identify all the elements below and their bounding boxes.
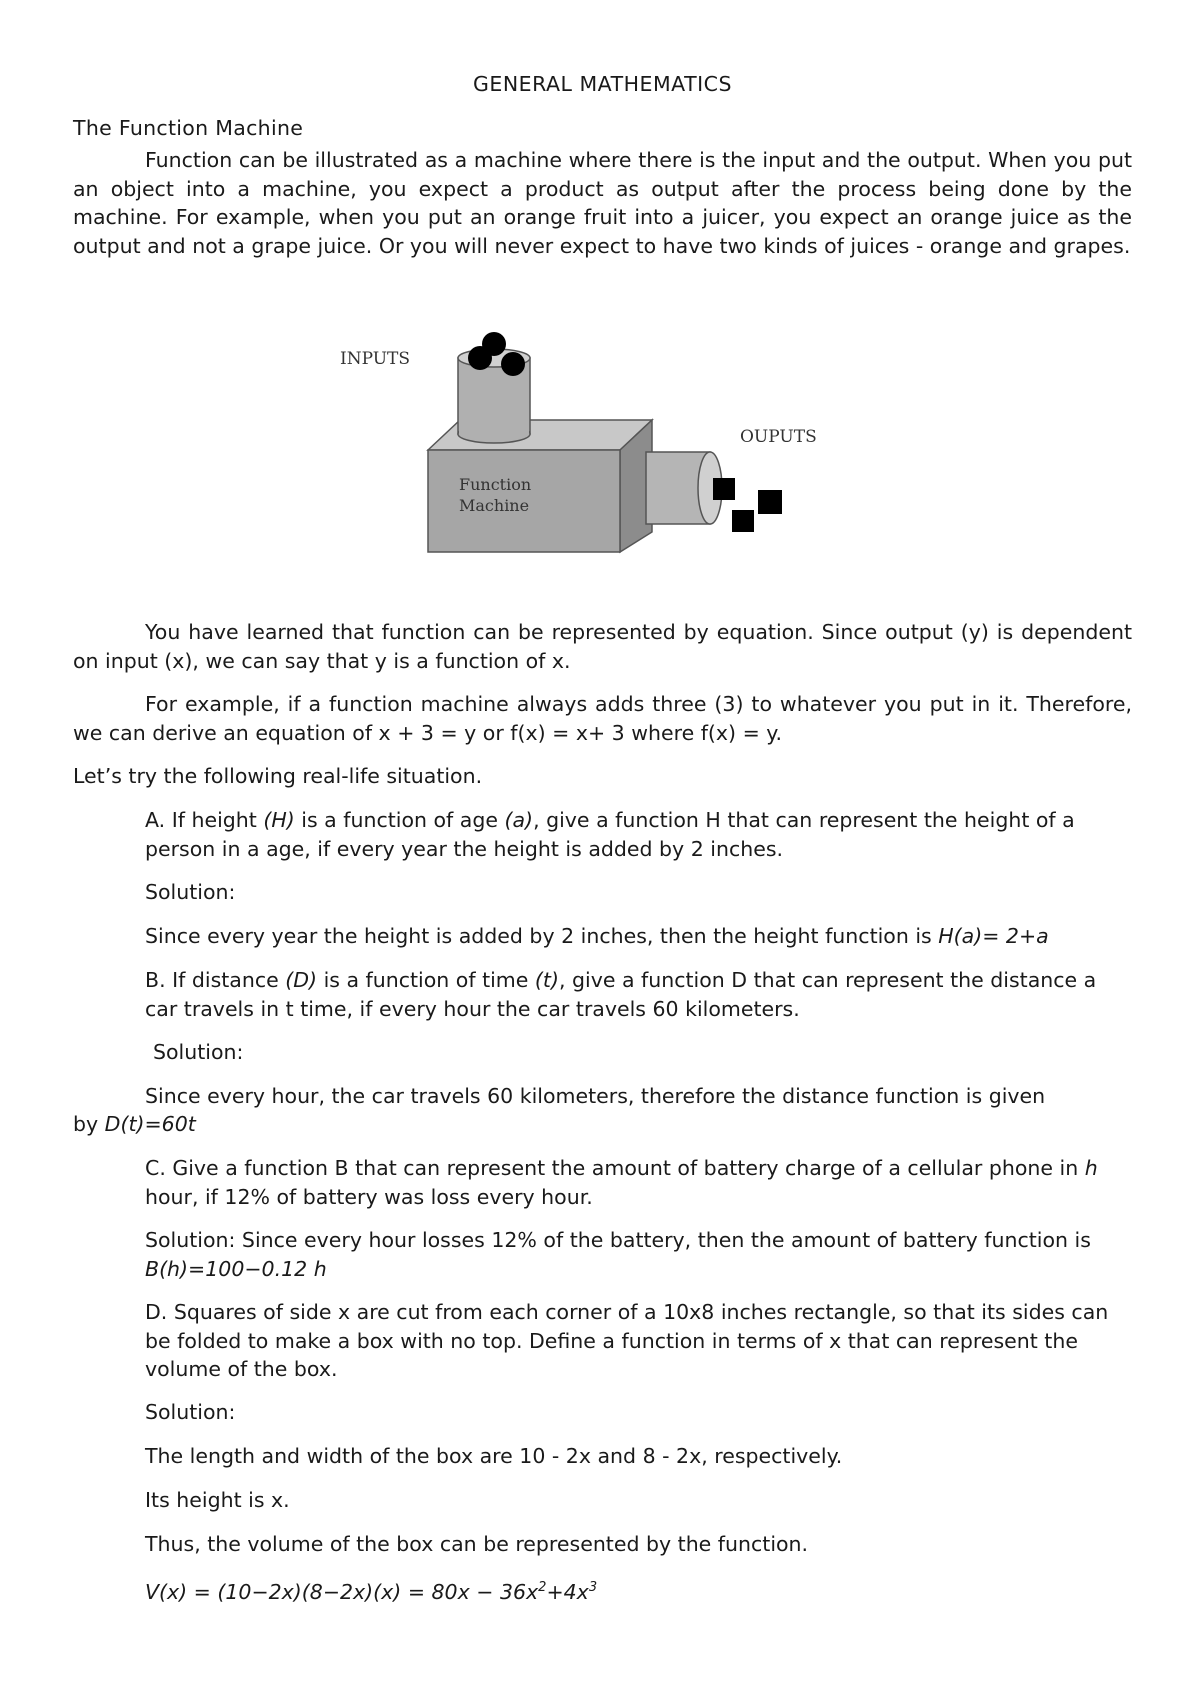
problem-c: C. Give a function B that can represent the amount of battery charge of a cellular phone in h hour, if 12% of battery was loss every hour. bbox=[145, 1156, 1098, 1209]
machine-label-function: Function bbox=[459, 475, 532, 494]
problem-b: B. If distance (D) is a function of time (t), give a function D that can represent the distance a car travels in t time, if every hour the car travels 60 kilometers. bbox=[145, 968, 1097, 1021]
input-ball bbox=[501, 352, 525, 376]
volume-formula: $V(x) = (10-2x)(8-2x)(x) = 80x - 36x^2+4x^3$ bbox=[145, 1579, 598, 1604]
problem-a: A. If height (H) is a function of age (a), give a function H that can represent the height of a person in a age, if every year the height is added by 2 inches. bbox=[145, 808, 1075, 861]
problem-d-line2: Its height is x. bbox=[145, 1488, 290, 1512]
page-title: GENERAL MATHEMATICS bbox=[472, 72, 733, 96]
problem-d-line1: The length and width of the box are 10 - 2x and 8 - 2x, respectively. bbox=[145, 1444, 843, 1468]
problem-b-answer-line1: Since every hour, the car travels 60 kilometers, therefore the distance function is given bbox=[145, 1084, 1046, 1108]
section-heading: The Function Machine bbox=[73, 116, 304, 140]
problem-b-solution-label: Solution: bbox=[153, 1040, 244, 1064]
problem-a-answer: Since every year the height is added by 2 inches, then the height function is H(a)= 2+a bbox=[145, 924, 1049, 948]
example-paragraph: For example, if a function machine always adds three (3) to whatever you put in it. Therefore, we can derive an equation of x + 3 = y or f(x) = x+ 3 where f(x) = y. bbox=[73, 692, 1132, 745]
function-machine-figure bbox=[340, 318, 900, 558]
machine-label-machine: Machine bbox=[459, 496, 530, 515]
problem-c-solution: Solution: Since every hour losses 12% of the battery, then the amount of battery function is B(h)=100−0.12 h bbox=[145, 1228, 1091, 1281]
output-square bbox=[732, 510, 754, 532]
intro-paragraph: Function can be illustrated as a machine where there is the input and the output. When you put an object into a machine, you expect a product as output after the process being done by the machine. For example, when you put an orange fruit into a juicer, you expect an orange juice as the output and not a grape juice. Or you will never expect to have two kinds of juices - orange and grapes. bbox=[73, 148, 1132, 258]
problem-b-answer-line2: by D(t)=60t bbox=[73, 1112, 196, 1136]
lets-try-line: Let’s try the following real-life situation. bbox=[73, 764, 483, 788]
problem-d-line3: Thus, the volume of the box can be represented by the function. bbox=[145, 1532, 809, 1556]
problem-d: D. Squares of side x are cut from each corner of a 10x8 inches rectangle, so that its sides can be folded to make a box with no top. Define a function in terms of x that can represent the volume of the box. bbox=[145, 1300, 1109, 1381]
output-square bbox=[713, 478, 735, 500]
problem-d-solution-label: Solution: bbox=[145, 1400, 236, 1424]
inputs-label: INPUTS bbox=[340, 349, 411, 369]
problem-a-solution-label: Solution: bbox=[145, 880, 236, 904]
input-ball bbox=[468, 346, 492, 370]
output-square bbox=[758, 490, 782, 514]
equation-paragraph: You have learned that function can be represented by equation. Since output (y) is dependent on input (x), we can say that y is a function of x. bbox=[73, 620, 1132, 673]
outputs-label: OUPUTS bbox=[740, 427, 817, 447]
